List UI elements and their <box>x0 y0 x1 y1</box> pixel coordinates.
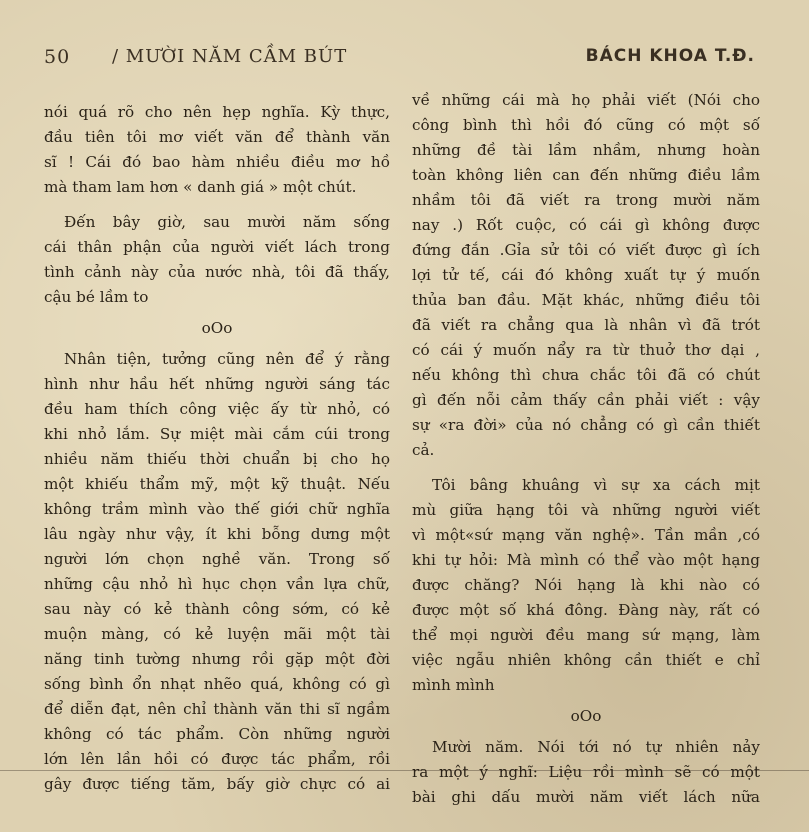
text-line: sự «ra đời» của nó chẳng có gì cần thiết <box>412 416 760 434</box>
text-line: được một số khá đông. Đàng này, rất có <box>412 601 760 619</box>
text-line: những đề tài lầm nhầm, nhưng hoàn <box>412 141 760 159</box>
text-line: đầu tiên tôi mơ viết văn để thành văn <box>44 128 390 146</box>
text-line: công bình thì hồi đó cũng có một số <box>412 116 760 134</box>
text-line: việc ngẫu nhiên không cần thiết e chỉ <box>412 651 760 669</box>
text-line: để diễn đạt, nên chỉ thành văn thi sĩ ngầm <box>44 700 390 718</box>
text-line: bài ghi dấu mười năm viết lách nữa <box>412 788 760 806</box>
text-line: nay .) Rốt cuộc, có cái gì không được <box>412 216 760 234</box>
text-line: được chăng? Nói hạng là khi nào có <box>412 576 760 594</box>
text-line: lâu ngày như vậy, ít khi bỗng dưng một <box>44 525 390 543</box>
text-line: nhiều năm thiếu thời chuẩn bị cho họ <box>44 450 390 468</box>
text-line: sống bình ổn nhạt nhẽo quá, không có gì <box>44 675 390 693</box>
text-line: ra một ý nghĩ: Liệu rồi mình sẽ có một <box>412 763 760 781</box>
text-line: tình cảnh này của nước nhà, tôi đã thấy, <box>44 263 390 281</box>
left-column <box>44 100 390 797</box>
text-line: không trầm mình vào thế giới chữ nghĩa <box>44 500 390 518</box>
text-line: gì đến nỗi cảm thấy cần phải viết : vậy <box>412 391 760 409</box>
text-line: năng tinh tường nhưng rồi gặp một đời <box>44 650 390 668</box>
page-number: 50 <box>44 46 71 68</box>
text-line: không có tác phẩm. Còn những người <box>44 725 390 743</box>
text-line: sĩ ! Cái đó bao hàm nhiều điều mơ hồ <box>44 153 390 171</box>
text-line: về những cái mà họ phải viết (Nói cho <box>412 91 760 109</box>
page-header <box>44 40 785 74</box>
text-line: mù giữa hạng tôi và những người viết <box>412 501 760 519</box>
running-title: / MƯỜI NĂM CẦM BÚT <box>112 46 348 67</box>
text-line: nếu không thì chưa chắc tôi đã có chút <box>412 366 760 384</box>
journal-name: BÁCH KHOA T.Đ. <box>585 46 755 66</box>
text-line: có cái ý muốn nẩy ra từ thuở thơ dại , <box>412 341 760 359</box>
text-line: một khiếu thẩm mỹ, một kỹ thuật. Nếu <box>44 475 390 493</box>
text-line: mà tham lam hơn « danh giá » một chút. <box>44 178 357 196</box>
text-line: khi tự hỏi: Mà mình có thể vào một hạng <box>412 551 760 569</box>
text-line: lợi tử tế, cái đó không xuất tự ý muốn <box>412 266 760 284</box>
text-line: cả. <box>412 441 435 459</box>
text-line: Nhân tiện, tưởng cũng nên để ý rằng <box>64 350 390 368</box>
text-line: toàn không liên can đến những điều lầm <box>412 166 760 184</box>
text-line: đều ham thích công việc ấy từ nhỏ, có <box>44 400 390 418</box>
text-line: sau này có kẻ thành công sớm, có kẻ <box>44 600 390 618</box>
text-line: mình mình <box>412 676 495 694</box>
text-line: đứng đắn .Gỉa sử tôi có viết được gì ích <box>412 241 760 259</box>
text-line: khi nhỏ lắm. Sự miệt mài cắm cúi trong <box>44 425 390 443</box>
text-line: cái thân phận của người viết lách trong <box>44 238 390 256</box>
text-line: nói quá rõ cho nên hẹp nghĩa. Kỳ thực, <box>44 103 390 121</box>
text-line: nhầm tôi đã viết ra trong mười năm <box>412 191 760 209</box>
text-line: Tôi bâng khuâng vì sự xa cách mịt <box>432 476 760 494</box>
text-line: cậu bé lầm to <box>44 288 149 306</box>
text-line: thể mọi người đều mang sứ mạng, làm <box>412 626 760 644</box>
text-line: Mười năm. Nói tới nó tự nhiên nảy <box>432 738 760 756</box>
section-separator: oOo <box>201 319 233 337</box>
text-line: hình như hầu hết những người sáng tác <box>44 375 390 393</box>
right-column <box>412 88 760 810</box>
page-fold-line <box>0 770 809 771</box>
section-separator: oOo <box>570 707 602 725</box>
text-line: lớn lên lần hồi có được tác phẩm, rồi <box>44 750 390 768</box>
text-line: vì một«sứ mạng văn nghệ». Tần mần ,có <box>412 526 760 544</box>
text-line: người lớn chọn nghề văn. Trong số <box>44 550 390 568</box>
text-line: Đến bây giờ, sau mười năm sống <box>64 213 390 231</box>
text-line: đã viết ra chẳng qua là nhân vì đã trót <box>412 316 760 334</box>
text-line: những cậu nhỏ hì hục chọn vần lựa chữ, <box>44 575 390 593</box>
text-line: thủa ban đầu. Mặt khác, những điều tôi <box>412 291 760 309</box>
text-line: gây được tiếng tăm, bấy giờ chực có ai <box>44 775 390 793</box>
text-line: muộn màng, có kẻ luyện mãi một tài <box>44 625 390 643</box>
